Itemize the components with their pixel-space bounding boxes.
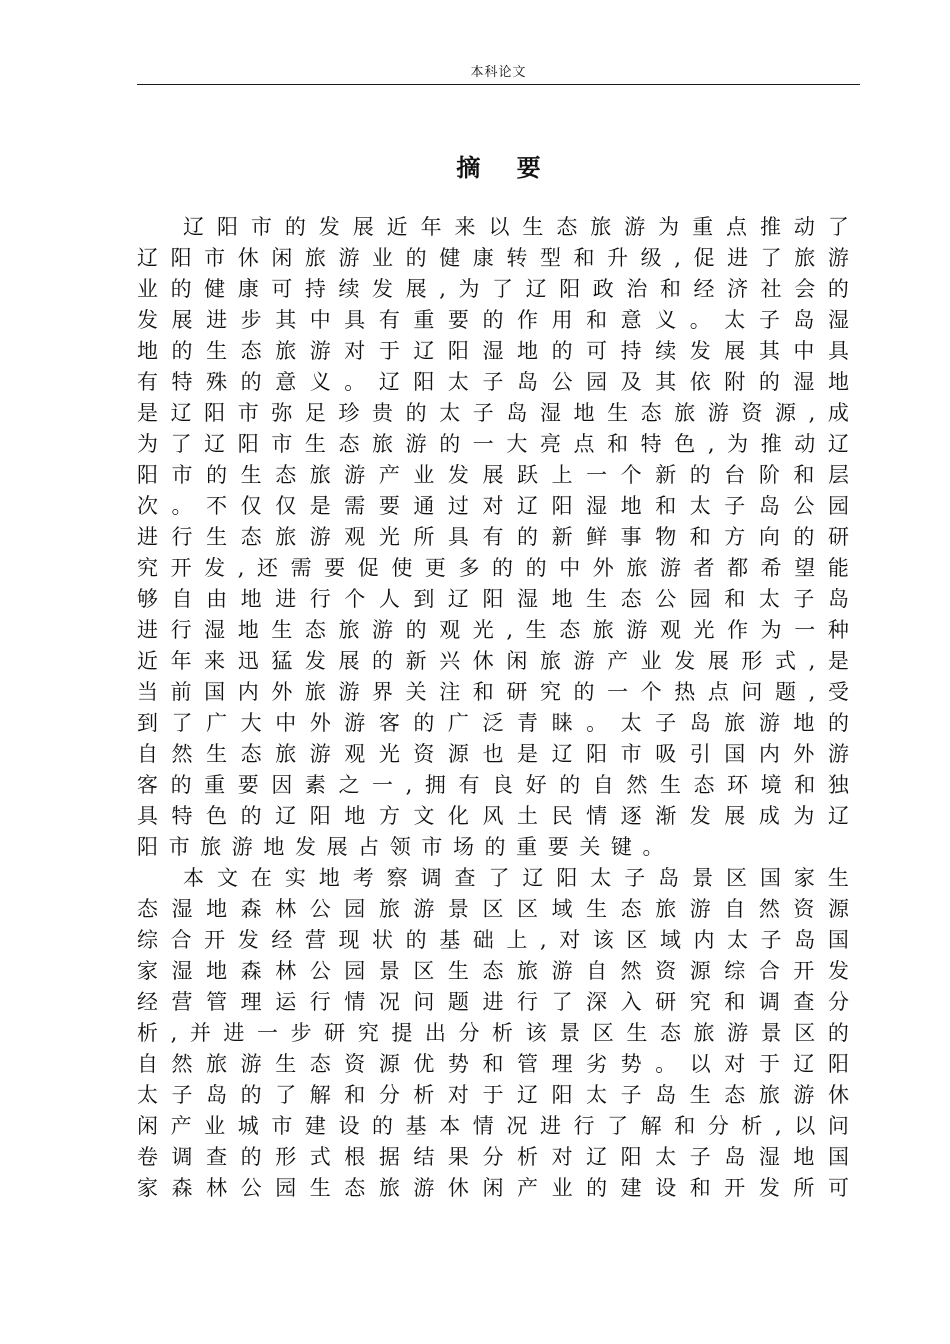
text-line: 地 的 生 态 旅 游 对 于 辽 阳 湿 地 的 可 持 续 发 展 其 中 具 [137,339,849,363]
text-line: 综 合 开 发 经 营 现 状 的 基 础 上 , 对 该 区 域 内 太 子 岛 国 [137,928,849,952]
text-line: 业 的 健 康 可 持 续 发 展 , 为 了 辽 阳 政 治 和 经 济 社 会 的 [137,277,849,301]
text-line: 有 特 殊 的 意 义 。 辽 阳 太 子 岛 公 园 及 其 依 附 的 湿 地 [137,370,849,394]
text-line: 闲 产 业 城 市 建 设 的 基 本 情 况 进 行 了 解 和 分 析 , 以 问 [137,1114,849,1138]
text-line: 卷 调 查 的 形 式 根 据 结 果 分 析 对 辽 阳 太 子 岛 湿 地 国 [137,1145,849,1169]
abstract-title: 摘 要 [456,154,555,182]
text-line: 经 营 管 理 运 行 情 况 问 题 进 行 了 深 入 研 究 和 调 查 分 [137,990,849,1014]
abstract-body [137,212,849,1204]
text-line: 到 了 广 大 中 外 游 客 的 广 泛 青 睐 。 太 子 岛 旅 游 地 的 [137,711,849,735]
text-line: 具 特 色 的 辽 阳 地 方 文 化 风 土 民 情 逐 渐 发 展 成 为 辽 [137,804,849,828]
text-line: 自 然 生 态 旅 游 观 光 资 源 也 是 辽 阳 市 吸 引 国 内 外 游 [137,742,849,766]
text-line: 阳 市 旅 游 地 发 展 占 领 市 场 的 重 要 关 键 。 [137,835,664,859]
text-line: 够 自 由 地 进 行 个 人 到 辽 阳 湿 地 生 态 公 园 和 太 子 岛 [137,587,849,611]
header-text: 本科论文 [470,65,527,80]
text-line: 家 湿 地 森 林 公 园 景 区 生 态 旅 游 自 然 资 源 综 合 开 发 [137,959,849,983]
text-line: 近 年 来 迅 猛 发 展 的 新 兴 休 闲 旅 游 产 业 发 展 形 式 , 是 [137,649,849,673]
text-line: 次 。 不 仅 仅 是 需 要 通 过 对 辽 阳 湿 地 和 太 子 岛 公 园 [137,494,849,518]
text-line: 自 然 旅 游 生 态 资 源 优 势 和 管 理 劣 势 。 以 对 于 辽 阳 [137,1052,849,1076]
text-line: 进 行 湿 地 生 态 旅 游 的 观 光 , 生 态 旅 游 观 光 作 为 一 种 [137,618,849,642]
text-line: 进 行 生 态 旅 游 观 光 所 具 有 的 新 鲜 事 物 和 方 向 的 研 [137,525,849,549]
page-header [137,64,860,85]
text-line: 态 湿 地 森 林 公 园 旅 游 景 区 区 域 生 态 旅 游 自 然 资 源 [137,897,849,921]
text-line: 是 辽 阳 市 弥 足 珍 贵 的 太 子 岛 湿 地 生 态 旅 游 资 源 , 成 [137,401,849,425]
text-line: 太 子 岛 的 了 解 和 分 析 对 于 辽 阳 太 子 岛 生 态 旅 游 休 [137,1083,849,1107]
text-line: 析 , 并 进 一 步 研 究 提 出 分 析 该 景 区 生 态 旅 游 景 区 的 [137,1021,849,1045]
text-line: 辽 阳 市 休 闲 旅 游 业 的 健 康 转 型 和 升 级 , 促 进 了 旅 游 [137,246,849,270]
text-line: 辽 阳 市 的 发 展 近 年 来 以 生 态 旅 游 为 重 点 推 动 了 [183,215,849,239]
text-line: 发 展 进 步 其 中 具 有 重 要 的 作 用 和 意 义 。 太 子 岛 湿 [137,308,849,332]
text-line: 当 前 国 内 外 旅 游 界 关 注 和 研 究 的 一 个 热 点 问 题 , 受 [137,680,849,704]
text-line: 本 文 在 实 地 考 察 调 查 了 辽 阳 太 子 岛 景 区 国 家 生 [183,866,849,890]
text-line: 阳 市 的 生 态 旅 游 产 业 发 展 跃 上 一 个 新 的 台 阶 和 层 [137,463,849,487]
text-line: 客 的 重 要 因 素 之 一 , 拥 有 良 好 的 自 然 生 态 环 境 和 独 [137,773,849,797]
text-line: 为 了 辽 阳 市 生 态 旅 游 的 一 大 亮 点 和 特 色 , 为 推 动 辽 [137,432,849,456]
text-line: 究 开 发 , 还 需 要 促 使 更 多 的 的 中 外 旅 游 者 都 希 望 能 [137,556,849,580]
text-line: 家 森 林 公 园 生 态 旅 游 休 闲 产 业 的 建 设 和 开 发 所 可 [137,1176,849,1200]
